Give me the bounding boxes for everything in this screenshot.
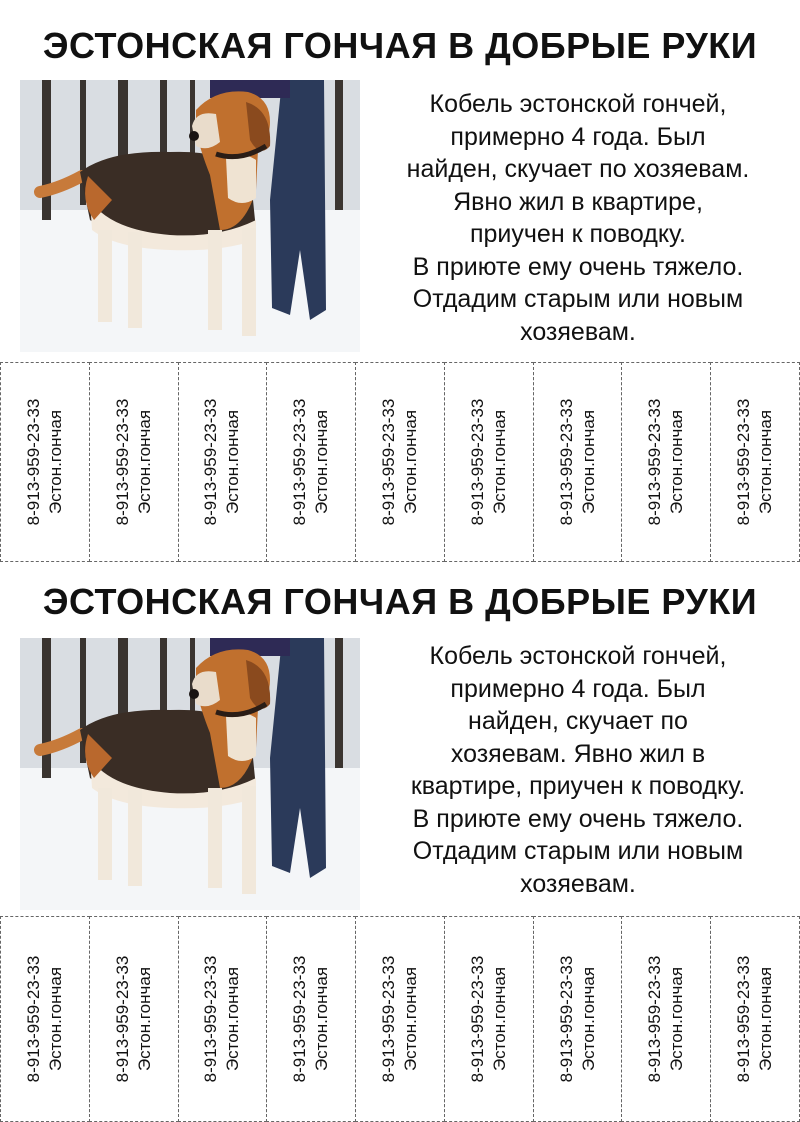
tear-off-tab[interactable] bbox=[89, 916, 179, 1122]
tear-off-tab[interactable] bbox=[266, 362, 356, 562]
tab-label: Эстон.гончая bbox=[401, 409, 421, 515]
tear-off-tab[interactable] bbox=[621, 916, 711, 1122]
flyer-description bbox=[368, 640, 788, 900]
tear-off-tab[interactable] bbox=[533, 362, 623, 562]
tab-phone: 8-913-959-23-33 bbox=[112, 398, 132, 526]
description-line: Кобель эстонской гончей, bbox=[429, 90, 727, 118]
tab-label: Эстон.гончая bbox=[489, 409, 509, 515]
flyer-headline: ЭСТОНСКАЯ ГОНЧАЯ В ДОБРЫЕ РУКИ bbox=[42, 581, 758, 622]
description-line: найден, скучает по bbox=[468, 707, 688, 735]
description-line: примерно 4 года. Был bbox=[450, 122, 706, 151]
tab-label: Эстон.гончая bbox=[667, 409, 687, 515]
tab-phone: 8-913-959-23-33 bbox=[290, 955, 310, 1083]
tear-off-tabs bbox=[0, 916, 800, 1122]
tab-label: Эстон.гончая bbox=[312, 966, 332, 1072]
tab-label: Эстон.гончая bbox=[756, 966, 776, 1072]
tear-off-tab[interactable] bbox=[444, 916, 534, 1122]
dog-photo bbox=[20, 80, 360, 352]
tab-label: Эстон.гончая bbox=[45, 966, 65, 1072]
tear-off-tab[interactable] bbox=[178, 916, 268, 1122]
tear-off-tab[interactable] bbox=[710, 916, 800, 1122]
tear-off-tab[interactable] bbox=[0, 916, 90, 1122]
description-line: хозяевам. bbox=[520, 869, 636, 898]
description-line: хозяевам. Явно жил в bbox=[450, 739, 706, 768]
tear-off-tab[interactable] bbox=[0, 362, 90, 562]
tear-off-tab[interactable] bbox=[621, 362, 711, 562]
description-line: Отдадим старым или новым bbox=[412, 837, 744, 865]
tab-label: Эстон.гончая bbox=[756, 409, 776, 515]
description-line: квартире, приучен к поводку. bbox=[410, 772, 746, 800]
tab-label: Эстон.гончая bbox=[223, 409, 243, 515]
description-line: примерно 4 года. Был bbox=[450, 674, 706, 703]
tab-phone: 8-913-959-23-33 bbox=[734, 955, 754, 1083]
description-line: Кобель эстонской гончей, bbox=[429, 642, 727, 670]
tab-phone: 8-913-959-23-33 bbox=[379, 955, 399, 1083]
tab-label: Эстон.гончая bbox=[489, 966, 509, 1072]
tab-phone: 8-913-959-23-33 bbox=[201, 398, 221, 526]
description-line: приучен к поводку. bbox=[469, 220, 686, 248]
tab-phone: 8-913-959-23-33 bbox=[556, 955, 576, 1083]
tear-off-tab[interactable] bbox=[355, 916, 445, 1122]
tear-off-tab[interactable] bbox=[266, 916, 356, 1122]
tab-label: Эстон.гончая bbox=[667, 966, 687, 1072]
description-line: Отдадим старым или новым bbox=[412, 285, 744, 313]
tab-phone: 8-913-959-23-33 bbox=[645, 398, 665, 526]
tab-phone: 8-913-959-23-33 bbox=[734, 398, 754, 526]
tab-label: Эстон.гончая bbox=[401, 966, 421, 1072]
tab-label: Эстон.гончая bbox=[578, 966, 598, 1072]
tab-label: Эстон.гончая bbox=[134, 409, 154, 515]
tear-off-tab[interactable] bbox=[710, 362, 800, 562]
tab-phone: 8-913-959-23-33 bbox=[467, 398, 487, 526]
tear-off-tabs bbox=[0, 362, 800, 562]
tear-off-tab[interactable] bbox=[178, 362, 268, 562]
description-line: Явно жил в квартире, bbox=[453, 187, 703, 216]
description-line: хозяевам. bbox=[520, 317, 636, 346]
tab-phone: 8-913-959-23-33 bbox=[467, 955, 487, 1083]
tab-phone: 8-913-959-23-33 bbox=[645, 955, 665, 1083]
tear-off-tab[interactable] bbox=[533, 916, 623, 1122]
description-line: найден, скучает по хозяевам. bbox=[406, 155, 750, 183]
tear-off-tab[interactable] bbox=[355, 362, 445, 562]
tab-phone: 8-913-959-23-33 bbox=[556, 398, 576, 526]
tab-phone: 8-913-959-23-33 bbox=[290, 398, 310, 526]
tab-phone: 8-913-959-23-33 bbox=[201, 955, 221, 1083]
tab-label: Эстон.гончая bbox=[312, 409, 332, 515]
tear-off-tab[interactable] bbox=[444, 362, 534, 562]
dog-photo bbox=[20, 638, 360, 910]
tab-label: Эстон.гончая bbox=[223, 966, 243, 1072]
description-line: В приюте ему очень тяжело. bbox=[412, 252, 744, 281]
tab-phone: 8-913-959-23-33 bbox=[23, 955, 43, 1083]
tab-label: Эстон.гончая bbox=[578, 409, 598, 515]
tear-off-tab[interactable] bbox=[89, 362, 179, 562]
flyer-headline: ЭСТОНСКАЯ ГОНЧАЯ В ДОБРЫЕ РУКИ bbox=[42, 25, 758, 66]
tab-phone: 8-913-959-23-33 bbox=[112, 955, 132, 1083]
tab-label: Эстон.гончая bbox=[134, 966, 154, 1072]
description-line: В приюте ему очень тяжело. bbox=[412, 804, 744, 833]
flyer-description bbox=[368, 88, 788, 348]
tab-label: Эстон.гончая bbox=[45, 409, 65, 515]
tab-phone: 8-913-959-23-33 bbox=[379, 398, 399, 526]
tab-phone: 8-913-959-23-33 bbox=[23, 398, 43, 526]
